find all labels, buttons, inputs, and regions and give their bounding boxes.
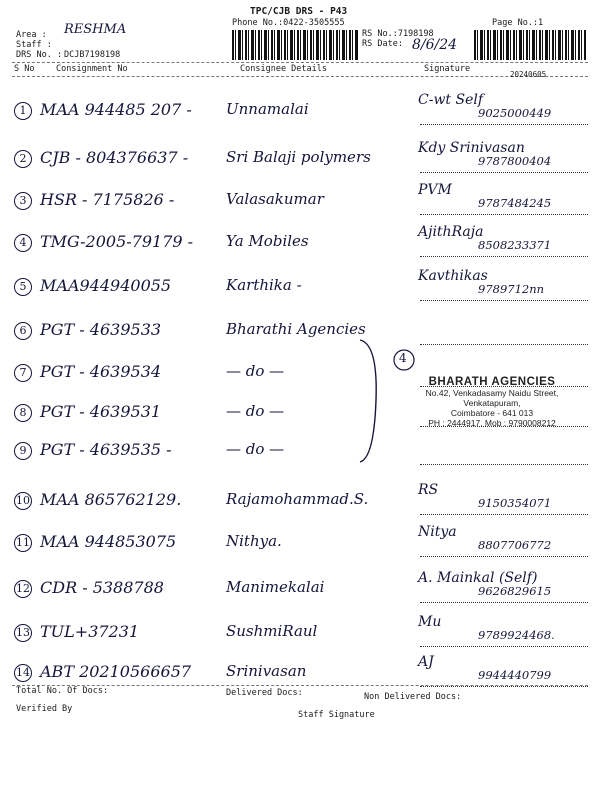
row-number: 7 <box>14 364 32 382</box>
stamp-line-4: PH : 2444917, Mob : 9790008212 <box>428 418 556 428</box>
row-number-wrap <box>14 624 36 642</box>
row-number-wrap <box>14 580 36 598</box>
consignment-number: MAA 944485 207 - <box>40 100 192 119</box>
consignment-number: PGT - 4639535 - <box>40 440 172 459</box>
recipient-signature: AJ <box>418 654 434 670</box>
recipient-signature: RS <box>418 482 439 498</box>
consignment-number: MAA944940055 <box>40 276 172 295</box>
col-consignee: Consignee Details <box>240 64 327 74</box>
rs-number: RS No.:7198198 <box>362 29 434 39</box>
recipient-phone: 9787800404 <box>478 154 552 168</box>
consignee-name: Unnamalai <box>226 100 309 118</box>
stamp-line-1: No.42, Venkadasamy Naidu Street, <box>425 388 559 398</box>
row-number-wrap <box>14 234 36 252</box>
row-number-wrap <box>14 492 36 510</box>
row-number: 4 <box>14 234 32 252</box>
recipient-phone: 9025000449 <box>478 106 552 120</box>
drs-label: DRS No. : <box>16 50 63 60</box>
barcode-right <box>474 30 586 60</box>
row-number: 13 <box>14 624 32 642</box>
staff-label: Staff : <box>16 40 52 50</box>
area-label: Area : <box>16 30 47 40</box>
row-number: 6 <box>14 322 32 340</box>
stamp-line-3: Coimbatore - 641 013 <box>450 408 534 418</box>
company-stamp <box>394 376 590 428</box>
row-number-wrap <box>14 192 36 210</box>
verified-by: Verified By <box>16 704 73 714</box>
stamp-line-2: Venkatapuram, <box>463 398 521 408</box>
consignee-name: Sri Balaji polymers <box>226 148 371 166</box>
recipient-phone: 9789924468. <box>478 628 555 642</box>
signature-line <box>420 556 588 557</box>
consignee-name: Karthika - <box>226 276 302 294</box>
row-number-wrap <box>14 534 36 552</box>
recipient-signature: PVM <box>418 182 452 198</box>
row-number-wrap <box>14 364 36 382</box>
signature-line <box>420 646 588 647</box>
row-number: 2 <box>14 150 32 168</box>
row-number: 3 <box>14 192 32 210</box>
consignee-name: — do — <box>226 402 285 420</box>
recipient-signature: Mu <box>418 614 442 630</box>
recipient-phone: 9787484245 <box>478 196 552 210</box>
delivered-docs: Delivered Docs: <box>226 688 303 698</box>
row-number: 8 <box>14 404 32 422</box>
recipient-phone: 9626829615 <box>478 584 552 598</box>
recipient-phone: 8807706772 <box>478 538 552 552</box>
consignment-number: CJB - 804376637 - <box>40 148 189 167</box>
area-value: RESHMA <box>64 22 127 37</box>
consignee-name: Bharathi Agencies <box>226 320 366 338</box>
staff-signature: Staff Signature <box>298 710 375 720</box>
recipient-signature: Nitya <box>418 524 457 540</box>
signature-line <box>420 172 588 173</box>
consignment-number: MAA 944853075 <box>40 532 177 551</box>
row-number-wrap <box>14 442 36 460</box>
consignment-number: CDR - 5388788 <box>40 578 164 597</box>
consignee-name: Rajamohammad.S. <box>226 490 369 508</box>
signature-line <box>420 464 588 465</box>
bracket-count: 4 <box>399 351 407 365</box>
row-number-wrap <box>14 102 36 120</box>
row-number-wrap <box>14 150 36 168</box>
recipient-signature: AjithRaja <box>418 224 484 240</box>
signature-line <box>420 344 588 345</box>
recipient-phone: 9150354071 <box>478 496 552 510</box>
row-number-wrap <box>14 404 36 422</box>
row-number: 1 <box>14 102 32 120</box>
rs-date-value: 8/6/24 <box>412 37 458 53</box>
consignment-number: HSR - 7175826 - <box>40 190 175 209</box>
consignment-number: TUL+37231 <box>40 622 140 641</box>
consignment-number: MAA 865762129. <box>40 490 182 509</box>
consignee-name: Srinivasan <box>226 662 307 680</box>
signature-line <box>420 124 588 125</box>
row-number: 5 <box>14 278 32 296</box>
phone-number: Phone No.:0422-3505555 <box>232 18 345 28</box>
col-sno: S No <box>14 64 35 74</box>
non-delivered-docs: Non Delivered Docs: <box>364 692 462 702</box>
recipient-signature: C-wt Self <box>418 92 484 108</box>
row-number: 12 <box>14 580 32 598</box>
row-number: 9 <box>14 442 32 460</box>
consignment-number: PGT - 4639531 <box>40 402 162 421</box>
doc-title: TPC/CJB DRS - P43 <box>250 6 348 17</box>
consignee-name: Ya Mobiles <box>226 232 309 250</box>
recipient-phone: 8508233371 <box>478 238 552 252</box>
signature-line <box>420 300 588 301</box>
recipient-phone: 9789712nn <box>478 282 545 296</box>
header-rule <box>12 62 588 63</box>
col-signature: Signature <box>424 64 471 74</box>
row-number: 10 <box>14 492 32 510</box>
consignee-name: SushmiRaul <box>226 622 318 640</box>
row-number-wrap <box>14 664 36 682</box>
consignee-name: Manimekalai <box>226 578 325 596</box>
signature-line <box>420 214 588 215</box>
signature-line <box>420 256 588 257</box>
row-number-wrap <box>14 278 36 296</box>
consignee-name: Valasakumar <box>226 190 324 208</box>
consignee-name: Nithya. <box>226 532 282 550</box>
signature-line <box>420 686 588 687</box>
consignment-number: PGT - 4639534 <box>40 362 162 381</box>
total-docs: Total No. Of Docs: <box>16 686 109 696</box>
recipient-phone: 9944440799 <box>478 668 552 682</box>
consignee-name: — do — <box>226 362 285 380</box>
recipient-signature: Kdy Srinivasan <box>418 140 525 156</box>
signature-line <box>420 514 588 515</box>
date-code: 20240605 <box>510 70 547 79</box>
row-number-wrap <box>14 322 36 340</box>
consignment-number: TMG-2005-79179 - <box>40 232 194 251</box>
recipient-signature: Kavthikas <box>418 268 488 284</box>
column-rule <box>12 76 588 77</box>
rs-date-label: RS Date: <box>362 39 403 49</box>
stamp-name: BHARATH AGENCIES <box>428 376 556 388</box>
consignee-name: — do — <box>226 440 285 458</box>
recipient-signature: A. Mainkal (Self) <box>418 570 538 586</box>
consignment-number: PGT - 4639533 <box>40 320 162 339</box>
page-number: Page No.:1 <box>492 18 544 28</box>
barcode-left <box>232 30 358 60</box>
col-consignment: Consignment No <box>56 64 128 74</box>
consignment-number: ABT 20210566657 <box>40 662 192 681</box>
row-number: 11 <box>14 534 32 552</box>
drs-number: DCJB7198198 <box>64 50 121 60</box>
row-number: 14 <box>14 664 32 682</box>
signature-line <box>420 602 588 603</box>
